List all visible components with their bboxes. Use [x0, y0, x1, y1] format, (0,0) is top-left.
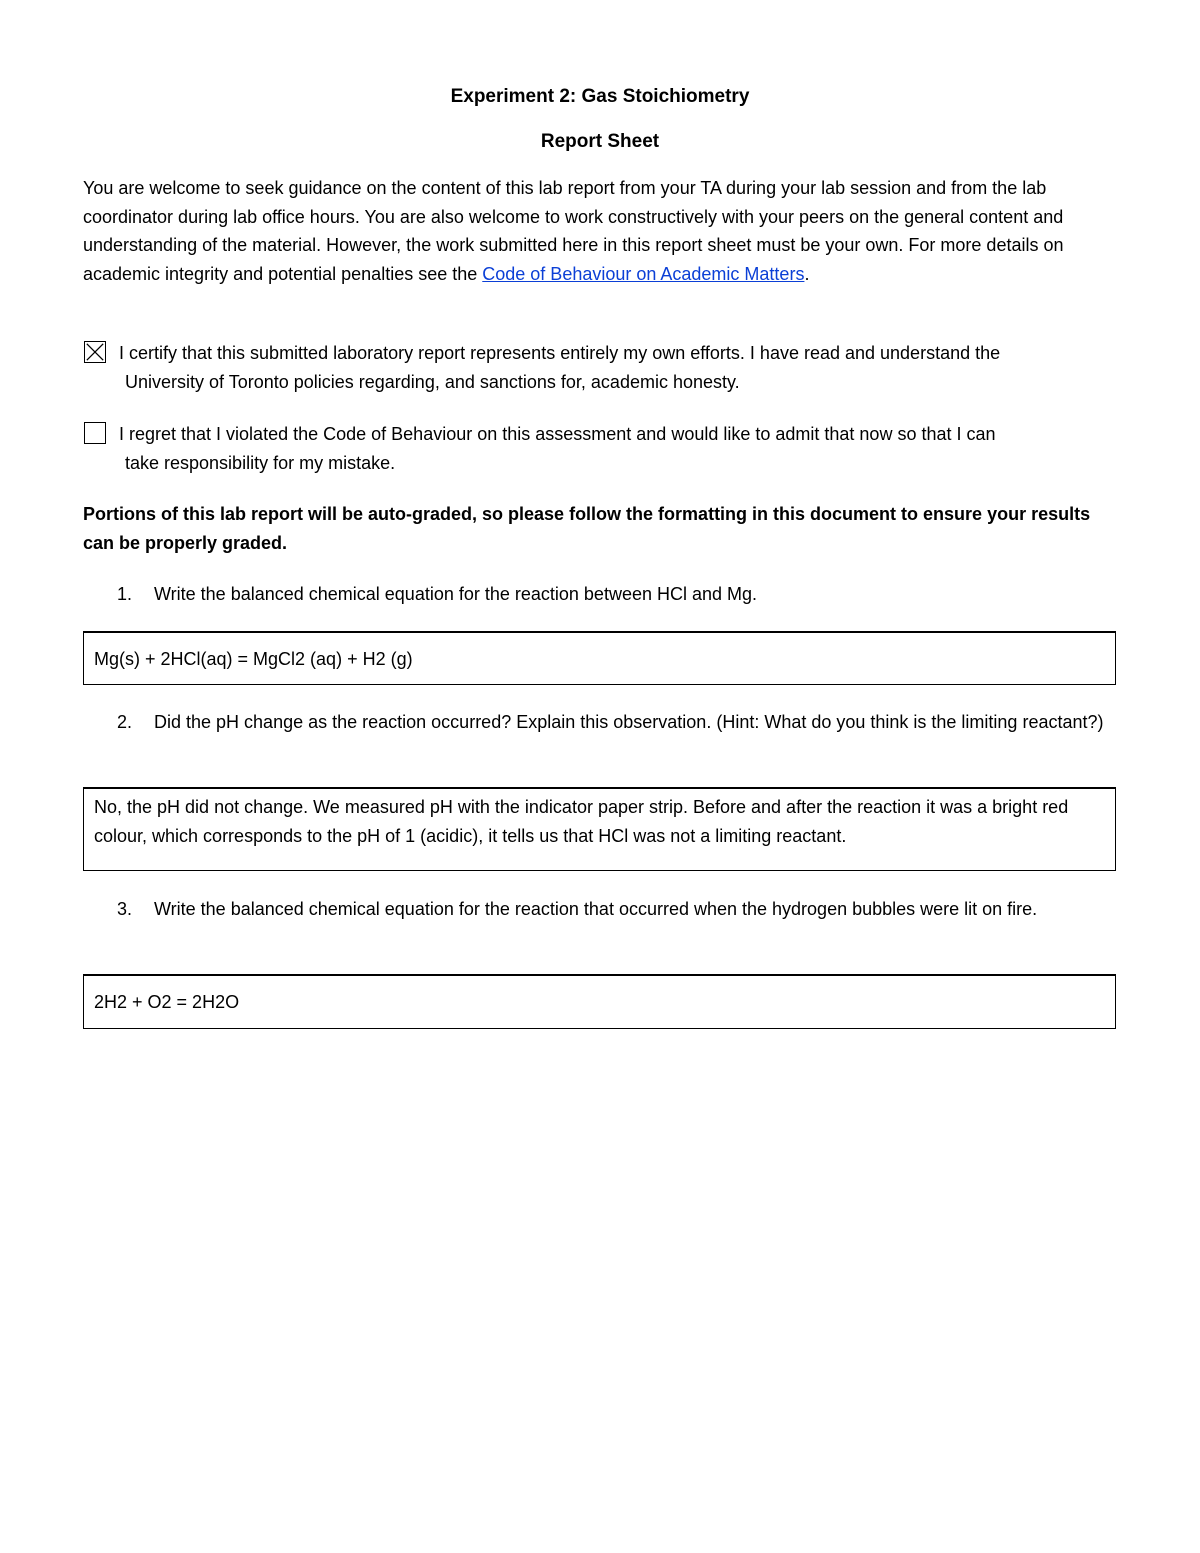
question-1	[117, 580, 1122, 609]
auto-graded-note: Portions of this lab report will be auto-graded, so please follow the formatting in this document to ensure your results can be properly graded.	[83, 504, 1091, 553]
question-2	[117, 708, 1122, 737]
intro-period: .	[804, 263, 810, 284]
intro-text: You are welcome to seek guidance on the content of this lab report from your TA during your lab session and from the lab coordinator during lab office hours. You are also welcome to work constructively with your peers on the general content and understanding of the material. However, the work submitted here in this report sheet must be your own. For more details on academic integrity and potential penalties see the	[83, 178, 1064, 284]
regret-line-2: take responsibility for my mistake.	[125, 452, 396, 473]
question-text: Did the pH change as the reaction occurred? Explain this observation. (Hint: What do you think is the limiting reactant?)	[154, 712, 1104, 732]
question-number: 2.	[117, 712, 133, 732]
regret-text	[119, 420, 1119, 477]
answer-box-2[interactable]: No, the pH did not change. We measured pH with the indicator paper strip. Before and after the reaction it was a bright red colour, which corresponds to the pH of 1 (acidic), it tells us that HCl was not a limiting reactant.	[83, 787, 1116, 871]
question-3	[117, 895, 1122, 924]
question-number: 1.	[117, 584, 133, 604]
regret-checkbox[interactable]	[84, 422, 106, 444]
certify-line-2: University of Toronto policies regarding, and sanctions for, academic honesty.	[125, 371, 740, 392]
regret-line-1: I regret that I violated the Code of Behaviour on this assessment and would like to admit that now so that I can	[119, 424, 996, 444]
certify-line-1: I certify that this submitted laboratory report represents entirely my own efforts. I have read and understand the	[119, 343, 1001, 363]
page-subtitle: Report Sheet	[540, 131, 660, 152]
question-text: Write the balanced chemical equation for the reaction that occurred when the hydrogen bubbles were lit on fire.	[154, 899, 1038, 919]
answer-box-3[interactable]: 2H2 + O2 = 2H2O	[83, 974, 1116, 1029]
question-text: Write the balanced chemical equation for the reaction between HCl and Mg.	[154, 584, 758, 604]
answer-box-1[interactable]: Mg(s) + 2HCl(aq) = MgCl2 (aq) + H2 (g)	[83, 631, 1116, 685]
certify-text	[119, 339, 1119, 396]
page-title: Experiment 2: Gas Stoichiometry	[450, 86, 750, 107]
certify-checkbox[interactable]	[84, 341, 106, 363]
code-of-behaviour-link[interactable]: Code of Behaviour on Academic Matters	[482, 263, 805, 284]
intro-paragraph	[83, 174, 1123, 288]
question-number: 3.	[117, 899, 133, 919]
checkbox-x-icon	[85, 342, 105, 362]
